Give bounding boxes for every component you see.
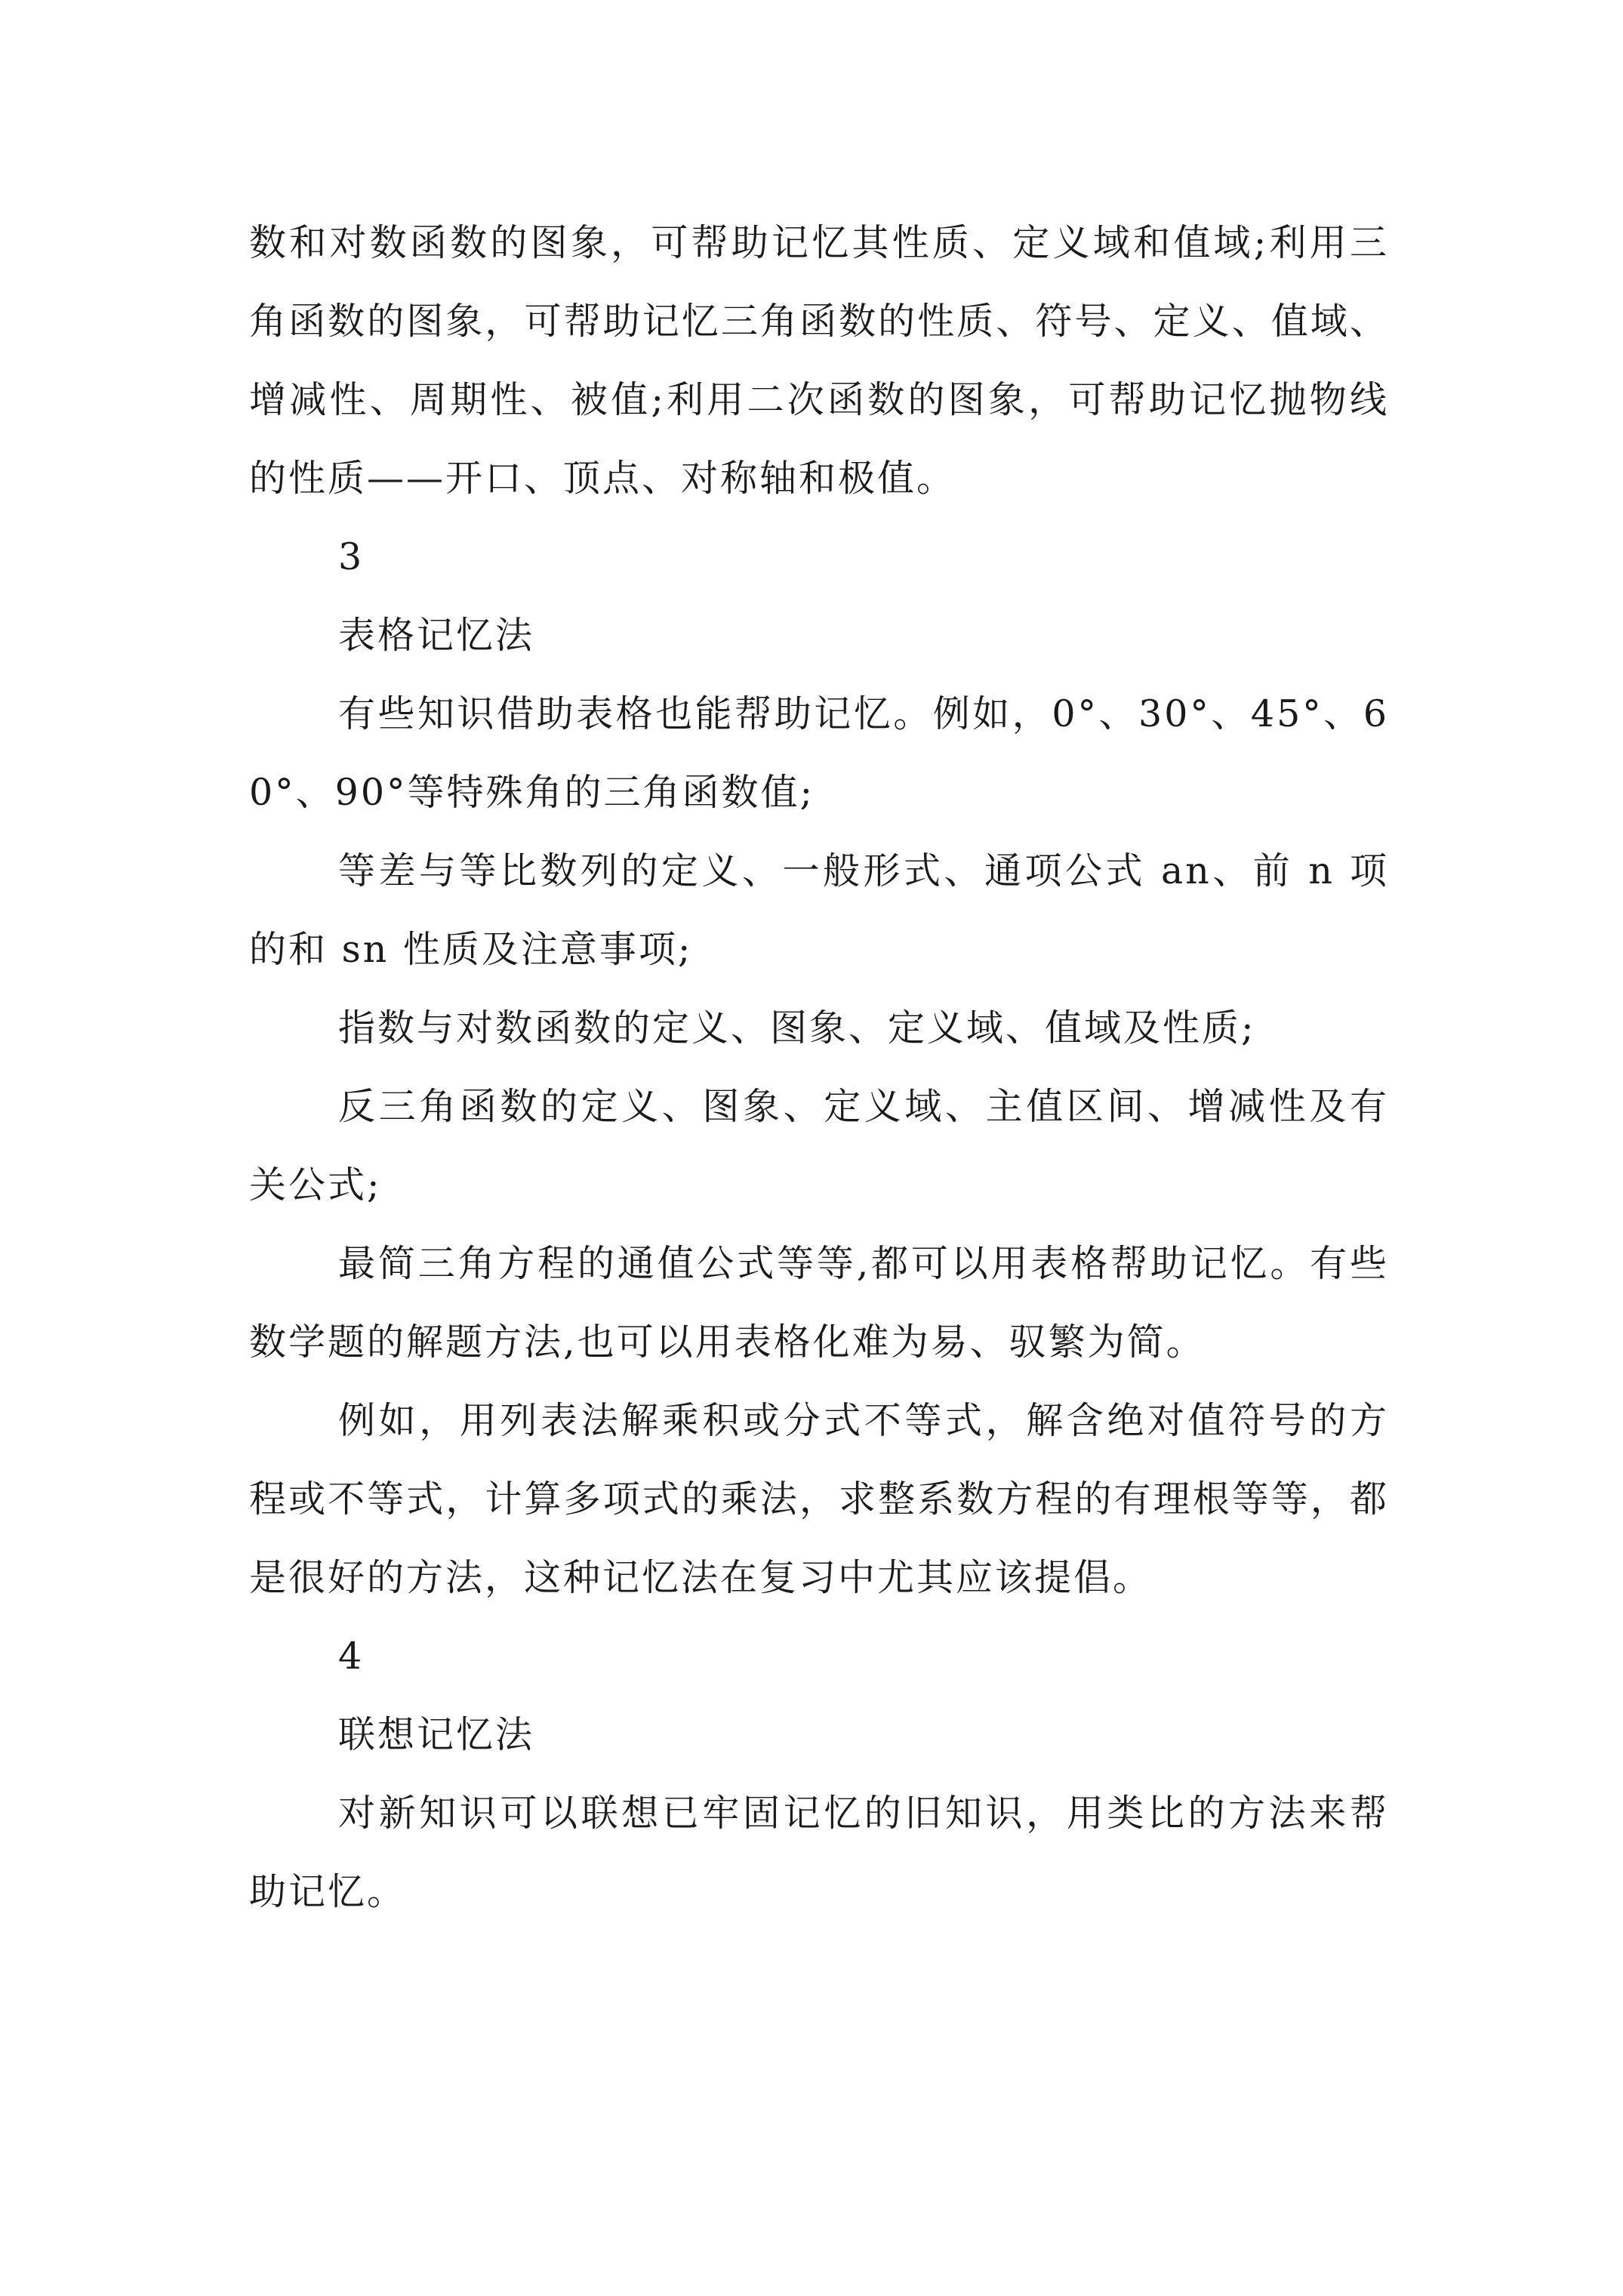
paragraph-exp-log: 指数与对数函数的定义、图象、定义域、值域及性质; bbox=[338, 1006, 1256, 1049]
section-number-3: 3 bbox=[338, 535, 365, 578]
paragraph-example-methods: 例如，用列表法解乘积或分式不等式，解含绝对值符号的方程或不等式，计算多项式的乘法，求整系数方程的有理根等等，都是很好的方法，这种记忆法在复习中尤其应该提倡。 bbox=[249, 1399, 1389, 1599]
section-heading-table-memory: 表格记忆法 bbox=[338, 614, 535, 657]
section-number-4: 4 bbox=[338, 1635, 365, 1678]
document-body bbox=[249, 204, 1389, 1931]
paragraph-association: 对新知识可以联想已牢固记忆的旧知识，用类比的方法来帮助记忆。 bbox=[249, 1792, 1389, 1913]
paragraph-continued: 数和对数函数的图象，可帮助记忆其性质、定义域和值域;利用三角函数的图象，可帮助记忆三角函数的性质、符号、定义、值域、增减性、周期性、被值;利用二次函数的图象，可帮助记忆抛物线的性质——开口、顶点、对称轴和极值。 bbox=[249, 221, 1389, 500]
paragraph-inverse-trig: 反三角函数的定义、图象、定义域、主值区间、增减性及有关公式; bbox=[249, 1085, 1389, 1207]
paragraph-trig-equations: 最简三角方程的通值公式等等,都可以用表格帮助记忆。有些数学题的解题方法,也可以用表格化难为易、驭繁为简。 bbox=[249, 1242, 1389, 1364]
paragraph-table-intro: 有些知识借助表格也能帮助记忆。例如，0°、30°、45°、60°、90°等特殊角的三角函数值; bbox=[249, 692, 1389, 814]
paragraph-sequences: 等差与等比数列的定义、一般形式、通项公式 an、前 n 项的和 sn 性质及注意事项; bbox=[249, 849, 1389, 971]
section-heading-association-memory: 联想记忆法 bbox=[338, 1713, 535, 1756]
